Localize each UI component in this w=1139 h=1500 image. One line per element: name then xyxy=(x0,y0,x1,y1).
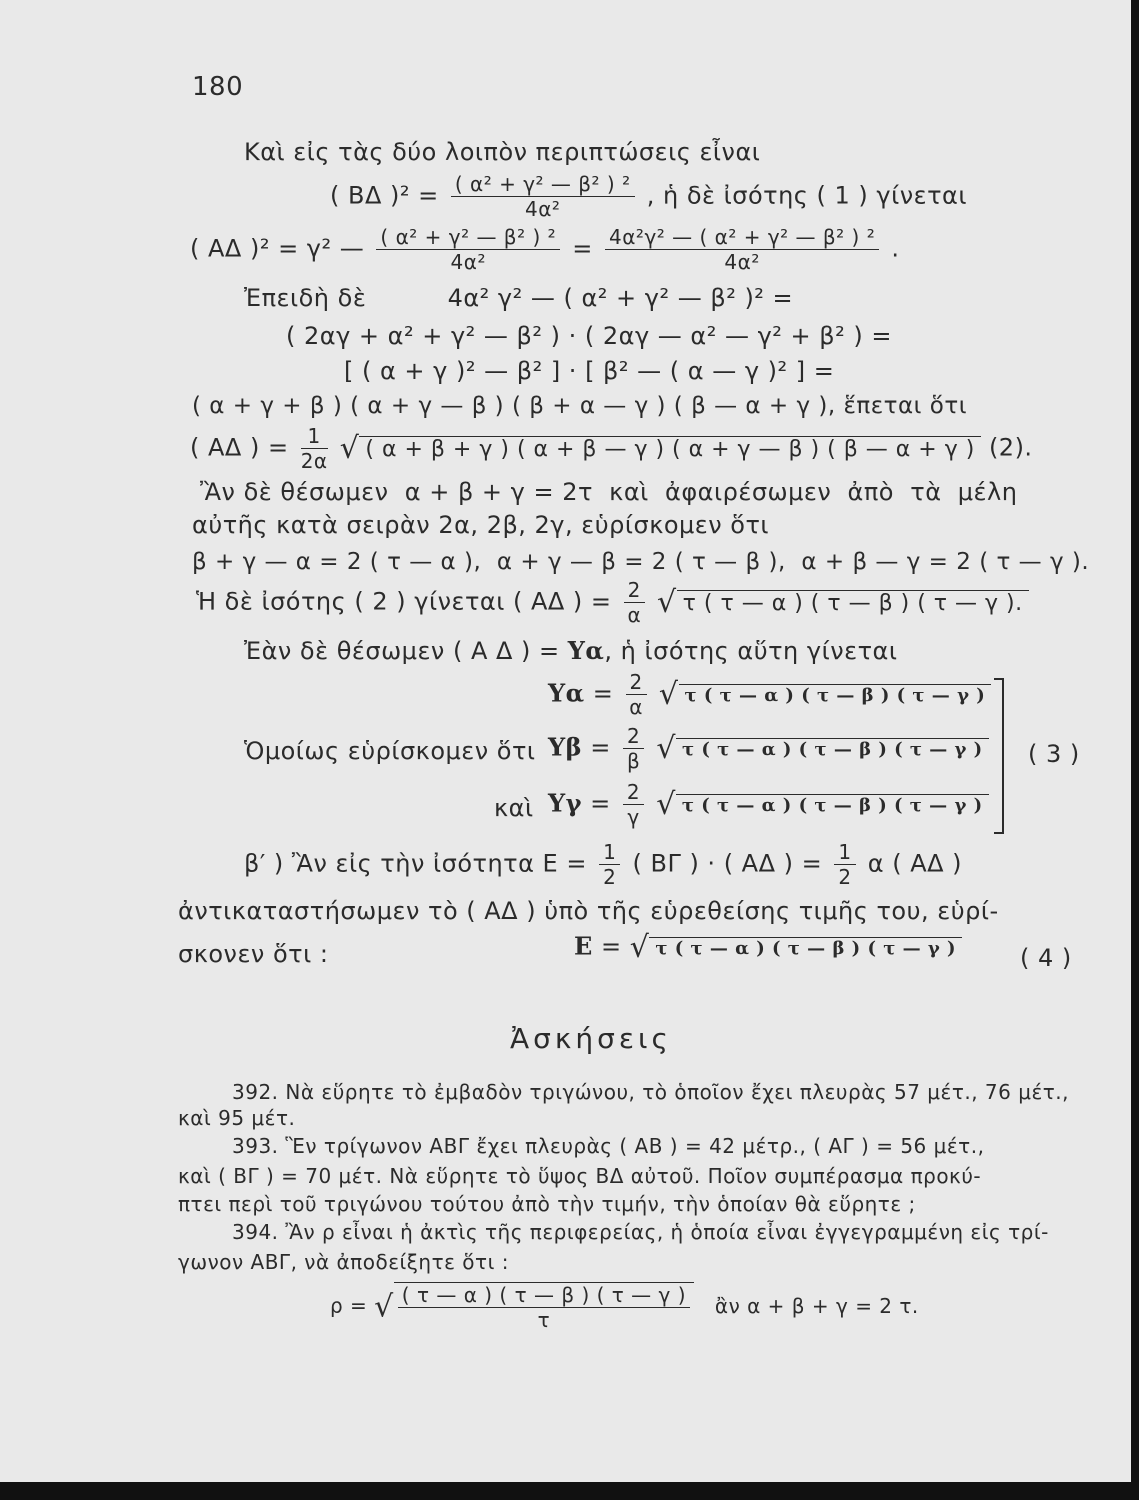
radical xyxy=(656,731,988,766)
fraction xyxy=(624,578,645,627)
formula-lhs: ρ = xyxy=(330,1293,368,1318)
denominator: α xyxy=(627,603,642,627)
section-heading: Ἀσκήσεις xyxy=(510,1022,672,1055)
fraction xyxy=(451,172,635,221)
denominator: 4α² xyxy=(525,197,561,221)
numerator: 2 xyxy=(623,724,644,749)
equals-sign: = xyxy=(590,789,611,818)
text-line-9: Ἂν δὲ θέσωμεν α + β + γ = 2τ καὶ ἀφαιρέσωμεν ἀπὸ τὰ μέλη xyxy=(200,478,1018,506)
radicand: ( α + β + γ ) ( α + β — γ ) ( α + γ — β ) ( β — α + γ ) xyxy=(359,436,980,462)
fraction xyxy=(623,780,644,829)
text-line-10: αὐτῆς κατὰ σειρὰν 2α, 2β, 2γ, εὑρίσκομεν ὅτι xyxy=(192,511,770,539)
fraction-1 xyxy=(376,225,560,274)
numerator: 2 xyxy=(623,780,644,805)
formula-y-gamma-lead: καὶ xyxy=(494,794,534,822)
sqrt-icon: √ xyxy=(339,431,360,466)
radicand: τ ( τ — α ) ( τ — β ) ( τ — γ ) xyxy=(649,937,962,959)
formula-lhs: Υα xyxy=(548,678,585,708)
page-number: 180 xyxy=(192,72,244,102)
exercise-393-line-2: καὶ ( ΒΓ ) = 70 μέτ. Νὰ εὕρητε τὸ ὕψος ΒΔ αὐτοῦ. Ποῖον συμπέρασμα προκύ- xyxy=(178,1164,982,1188)
bold-symbol: Υα xyxy=(567,636,605,665)
text-part: Ἐὰν δὲ θέσωμεν ( Α Δ ) = xyxy=(244,637,560,665)
fraction xyxy=(301,424,328,473)
eq-rhs-text: , ἡ δὲ ἰσότης ( 1 ) γίνεται xyxy=(646,181,967,210)
eq-lhs: ( ΑΔ ) = xyxy=(190,433,289,462)
numerator: 1 xyxy=(834,840,855,865)
scan-edge-right xyxy=(1131,0,1139,1500)
equals-sign: = xyxy=(592,679,614,708)
fraction xyxy=(394,1282,694,1332)
exercise-393-line-3: πτει περὶ τοῦ τριγώνου τούτου ἀπὸ τὴν τιμήν, τὴν ὁποίαν θὰ εὕρητε ; xyxy=(178,1192,916,1216)
equals-sign: = xyxy=(600,932,622,961)
text-line-13 xyxy=(244,636,897,665)
radical xyxy=(340,431,981,466)
text-line-14 xyxy=(244,840,962,889)
denominator: γ xyxy=(627,805,640,829)
fraction-2 xyxy=(605,225,879,274)
fraction xyxy=(623,724,644,773)
denominator: 2 xyxy=(603,865,617,889)
text-line-15: ἀντικαταστήσωμεν τὸ ( ΑΔ ) ὑπὸ τῆς εὑρεθείσης τιμῆς του, εὑρί- xyxy=(178,897,999,925)
text-line-5: ( 2αγ + α² + γ² — β² ) · ( 2αγ — α² — γ² + β² ) = xyxy=(286,322,892,350)
equation-ad-root xyxy=(190,424,1033,473)
numerator: ( τ — α ) ( τ — β ) ( τ — γ ) xyxy=(398,1283,690,1308)
text-line-6: [ ( α + γ )² — β² ] · [ β² — ( α — γ )² ] = xyxy=(344,357,835,385)
text-part: , ἡ ἰσότης αὕτη γίνεται xyxy=(604,637,898,665)
numerator: ( α² + γ² — β² ) ² xyxy=(376,225,560,250)
equals-sign: = xyxy=(572,234,593,263)
denominator: 2α xyxy=(300,449,328,473)
text-line-16: σκονεν ὅτι : xyxy=(178,940,329,968)
sqrt-icon: √ xyxy=(656,787,676,822)
text-line-4: Ἐπειδὴ δὲ 4α² γ² — ( α² + γ² — β² )² = xyxy=(244,284,794,312)
formula-area xyxy=(574,930,962,965)
sqrt-icon: √ xyxy=(657,585,677,620)
numerator: 1 xyxy=(301,424,328,449)
exercise-393-line-1: 393. Ἓν τρίγωνον ΑΒΓ ἔχει πλευρὰς ( ΑΒ ) = 42 μέτρ., ( ΑΓ ) = 56 μέτ., xyxy=(232,1134,985,1158)
numerator: 2 xyxy=(624,578,645,603)
text-line-7: ( α + γ + β ) ( α + γ — β ) ( β + α — γ ) ( β — α + γ ), ἕπεται ὅτι xyxy=(192,393,967,419)
right-brace xyxy=(994,678,1004,834)
scan-edge-bottom xyxy=(0,1482,1139,1500)
text-part: α ( ΑΔ ) xyxy=(867,849,963,878)
equation-tag-3: ( 3 ) xyxy=(1028,740,1080,768)
sqrt-icon: √ xyxy=(656,731,676,766)
radical xyxy=(630,930,962,965)
text-line-11: β + γ — α = 2 ( τ — α ), α + γ — β = 2 ( τ — β ), α + β — γ = 2 ( τ — γ ). xyxy=(192,549,1090,575)
sqrt-icon: √ xyxy=(374,1289,394,1325)
denominator: 4α² xyxy=(724,250,760,274)
fraction xyxy=(626,670,647,719)
formula-lhs: Ε xyxy=(574,931,593,961)
formula-lhs: Υβ xyxy=(548,732,583,762)
equation-ad-tau xyxy=(196,578,1029,627)
equation-tag: (2). xyxy=(988,433,1033,462)
equals-sign: = xyxy=(590,733,611,762)
condition-text: ἂν α + β + γ = 2 τ. xyxy=(714,1293,919,1318)
radical xyxy=(657,585,1029,620)
denominator: 4α² xyxy=(450,250,486,274)
exercise-392-line-2: καὶ 95 μέτ. xyxy=(178,1106,296,1130)
sqrt-icon: √ xyxy=(658,677,679,712)
radicand: τ ( τ — α ) ( τ — β ) ( τ — γ ). xyxy=(677,590,1029,616)
equation-bd-squared xyxy=(330,172,967,221)
denominator: β xyxy=(626,749,641,773)
text-part: β′ ) Ἂν εἰς τὴν ἰσότητα Ε = xyxy=(244,849,587,878)
denominator: 2 xyxy=(838,865,852,889)
numerator: ( α² + γ² — β² ) ² xyxy=(451,172,635,197)
period: . xyxy=(891,234,900,263)
formula-y-beta-lead: Ὁμοίως εὑρίσκομεν ὅτι xyxy=(244,737,536,765)
fraction-1 xyxy=(599,840,620,889)
equation-ad-squared xyxy=(190,225,900,274)
numerator: 2 xyxy=(626,670,647,695)
radical xyxy=(659,677,991,712)
radicand: τ ( τ — α ) ( τ — β ) ( τ — γ ) xyxy=(679,684,992,706)
eq-lhs: ( ΒΔ )² = xyxy=(330,181,439,210)
numerator: 1 xyxy=(599,840,620,865)
formula-y-alpha xyxy=(548,670,991,719)
equation-tag-4: ( 4 ) xyxy=(1020,944,1072,972)
radicand: τ ( τ — α ) ( τ — β ) ( τ — γ ) xyxy=(676,794,989,816)
text-line-1: Καὶ εἰς τὰς δύο λοιπὸν περιπτώσεις εἶναι xyxy=(244,138,761,166)
denominator: α xyxy=(629,695,643,719)
radical xyxy=(656,787,988,822)
radical xyxy=(374,1282,694,1332)
denominator: τ xyxy=(537,1308,551,1332)
exercise-394-formula xyxy=(330,1282,919,1332)
sqrt-icon: √ xyxy=(629,930,650,965)
formula-y-gamma xyxy=(548,780,989,829)
text-part: ( ΒΓ ) · ( ΑΔ ) = xyxy=(632,849,823,878)
eq-lhs: ( ΑΔ )² = γ² — xyxy=(190,234,365,263)
numerator: 4α²γ² — ( α² + γ² — β² ) ² xyxy=(605,225,879,250)
eq-lhs: Ἡ δὲ ἰσότης ( 2 ) γίνεται ( ΑΔ ) = xyxy=(196,587,612,616)
exercise-392-line-1: 392. Νὰ εὕρητε τὸ ἐμβαδὸν τριγώνου, τὸ ὁποῖον ἔχει πλευρὰς 57 μέτ., 76 μέτ., xyxy=(232,1080,1070,1104)
exercise-394-line-2: γωνον ΑΒΓ, νὰ ἀποδείξητε ὅτι : xyxy=(178,1250,509,1274)
formula-y-beta xyxy=(548,724,989,773)
fraction-2 xyxy=(834,840,855,889)
formula-lhs: Υγ xyxy=(548,788,582,818)
radicand: τ ( τ — α ) ( τ — β ) ( τ — γ ) xyxy=(676,738,989,760)
exercise-394-line-1: 394. Ἂν ρ εἶναι ἡ ἀκτὶς τῆς περιφερείας, ἡ ὁποία εἶναι ἐγγεγραμμένη εἰς τρί- xyxy=(232,1220,1049,1244)
